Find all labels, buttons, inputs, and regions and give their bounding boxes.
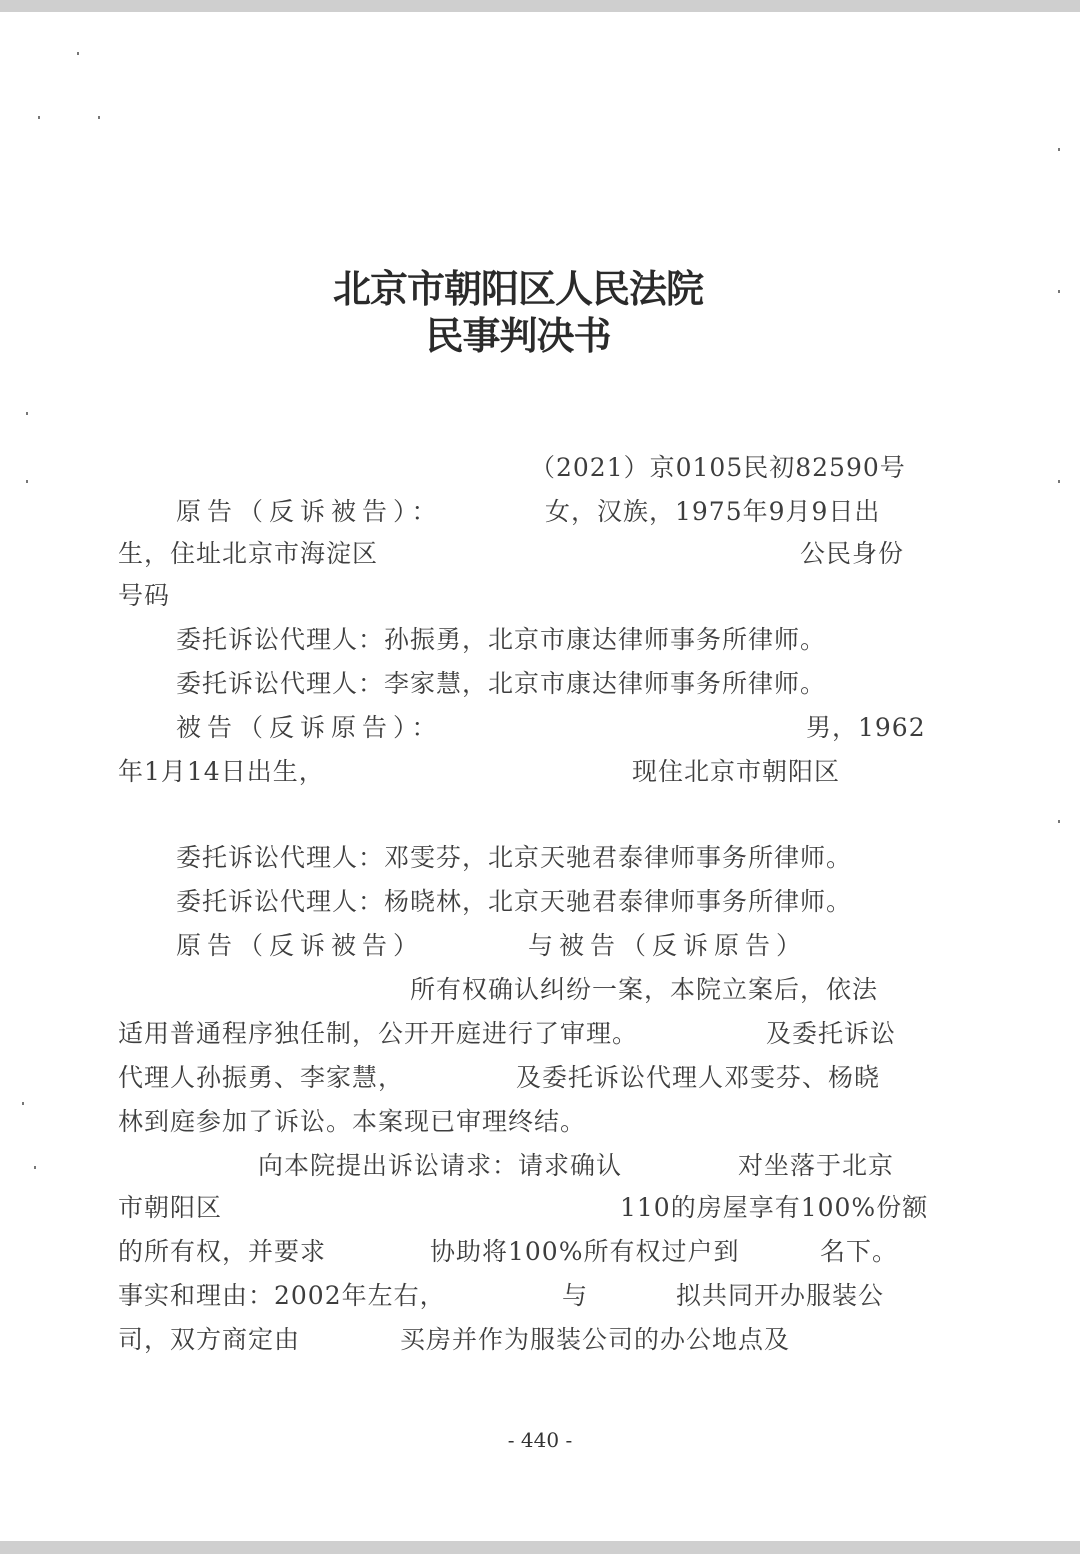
plaintiff-address: 生，住址北京市海淀区 [118, 539, 379, 568]
body-line: 及委托诉讼代理人邓雯芬、杨晓 [516, 1063, 881, 1092]
plaintiff-label: 原告（反诉被告）： [176, 497, 443, 526]
page-number: - 440 - [507, 1428, 573, 1452]
plaintiff-info: 女，汉族，1975年9月9日出 [545, 497, 881, 526]
scan-border-bottom [0, 1541, 1080, 1554]
plaintiff-id-label: 公民身份 [800, 539, 905, 568]
claim-line: 名下。 [820, 1237, 899, 1266]
scan-border-top [0, 0, 1080, 12]
facts-line: 与 [562, 1281, 589, 1310]
body-line: 林到庭参加了诉讼。本案现已审理终结。 [118, 1107, 587, 1136]
plaintiff-agent-2: 委托诉讼代理人：李家慧，北京市康达律师事务所律师。 [176, 669, 827, 698]
body-line: 代理人孙振勇、李家慧， [118, 1063, 405, 1092]
defendant-info: 男，1962 [806, 713, 926, 742]
claim-line: 对坐落于北京 [738, 1151, 895, 1180]
scan-speck [26, 412, 28, 415]
scan-speck [1058, 820, 1060, 823]
scan-speck [26, 480, 28, 483]
claim-line: 协助将100%所有权过户到 [430, 1237, 740, 1266]
court-name: 北京市朝阳区人民法院 [332, 266, 703, 311]
case-number: （2021）京0105民初82590号 [530, 453, 906, 482]
scan-speck [77, 52, 79, 55]
facts-line: 买房并作为服装公司的办公地点及 [400, 1325, 791, 1354]
defendant-agent-1: 委托诉讼代理人：邓雯芬，北京天驰君泰律师事务所律师。 [176, 843, 853, 872]
claim-line: 110的房屋享有100%份额 [620, 1193, 929, 1222]
claim-line: 向本院提出诉讼请求：请求确认 [258, 1151, 623, 1180]
scan-speck [34, 1166, 36, 1169]
scan-speck [98, 116, 100, 119]
scan-speck [1058, 480, 1060, 483]
plaintiff-agent-1: 委托诉讼代理人：孙振勇，北京市康达律师事务所律师。 [176, 625, 827, 654]
claim-line: 市朝阳区 [118, 1193, 223, 1222]
scan-speck [1058, 290, 1060, 293]
facts-line: 拟共同开办服装公 [676, 1281, 885, 1310]
document-type: 民事判决书 [425, 313, 611, 358]
scan-speck [1058, 148, 1060, 151]
facts-line: 事实和理由：2002年左右， [118, 1281, 446, 1310]
facts-line: 司，双方商定由 [118, 1325, 301, 1354]
body-line: 所有权确认纠纷一案，本院立案后，依法 [410, 975, 879, 1004]
case-parties-plaintiff: 原告（反诉被告） [176, 931, 425, 960]
body-line: 及委托诉讼 [766, 1019, 897, 1048]
plaintiff-id-label-cont: 号码 [118, 581, 171, 610]
defendant-birth: 年1月14日出生， [118, 757, 325, 786]
scan-speck [22, 1102, 24, 1105]
defendant-address: 现住北京市朝阳区 [632, 757, 841, 786]
claim-line: 的所有权，并要求 [118, 1237, 327, 1266]
defendant-agent-2: 委托诉讼代理人：杨晓林，北京天驰君泰律师事务所律师。 [176, 887, 853, 916]
body-line: 适用普通程序独任制，公开开庭进行了审理。 [118, 1019, 639, 1048]
defendant-label: 被告（反诉原告）： [176, 713, 443, 742]
case-parties-defendant: 与被告（反诉原告） [528, 931, 808, 960]
scan-speck [38, 116, 40, 119]
